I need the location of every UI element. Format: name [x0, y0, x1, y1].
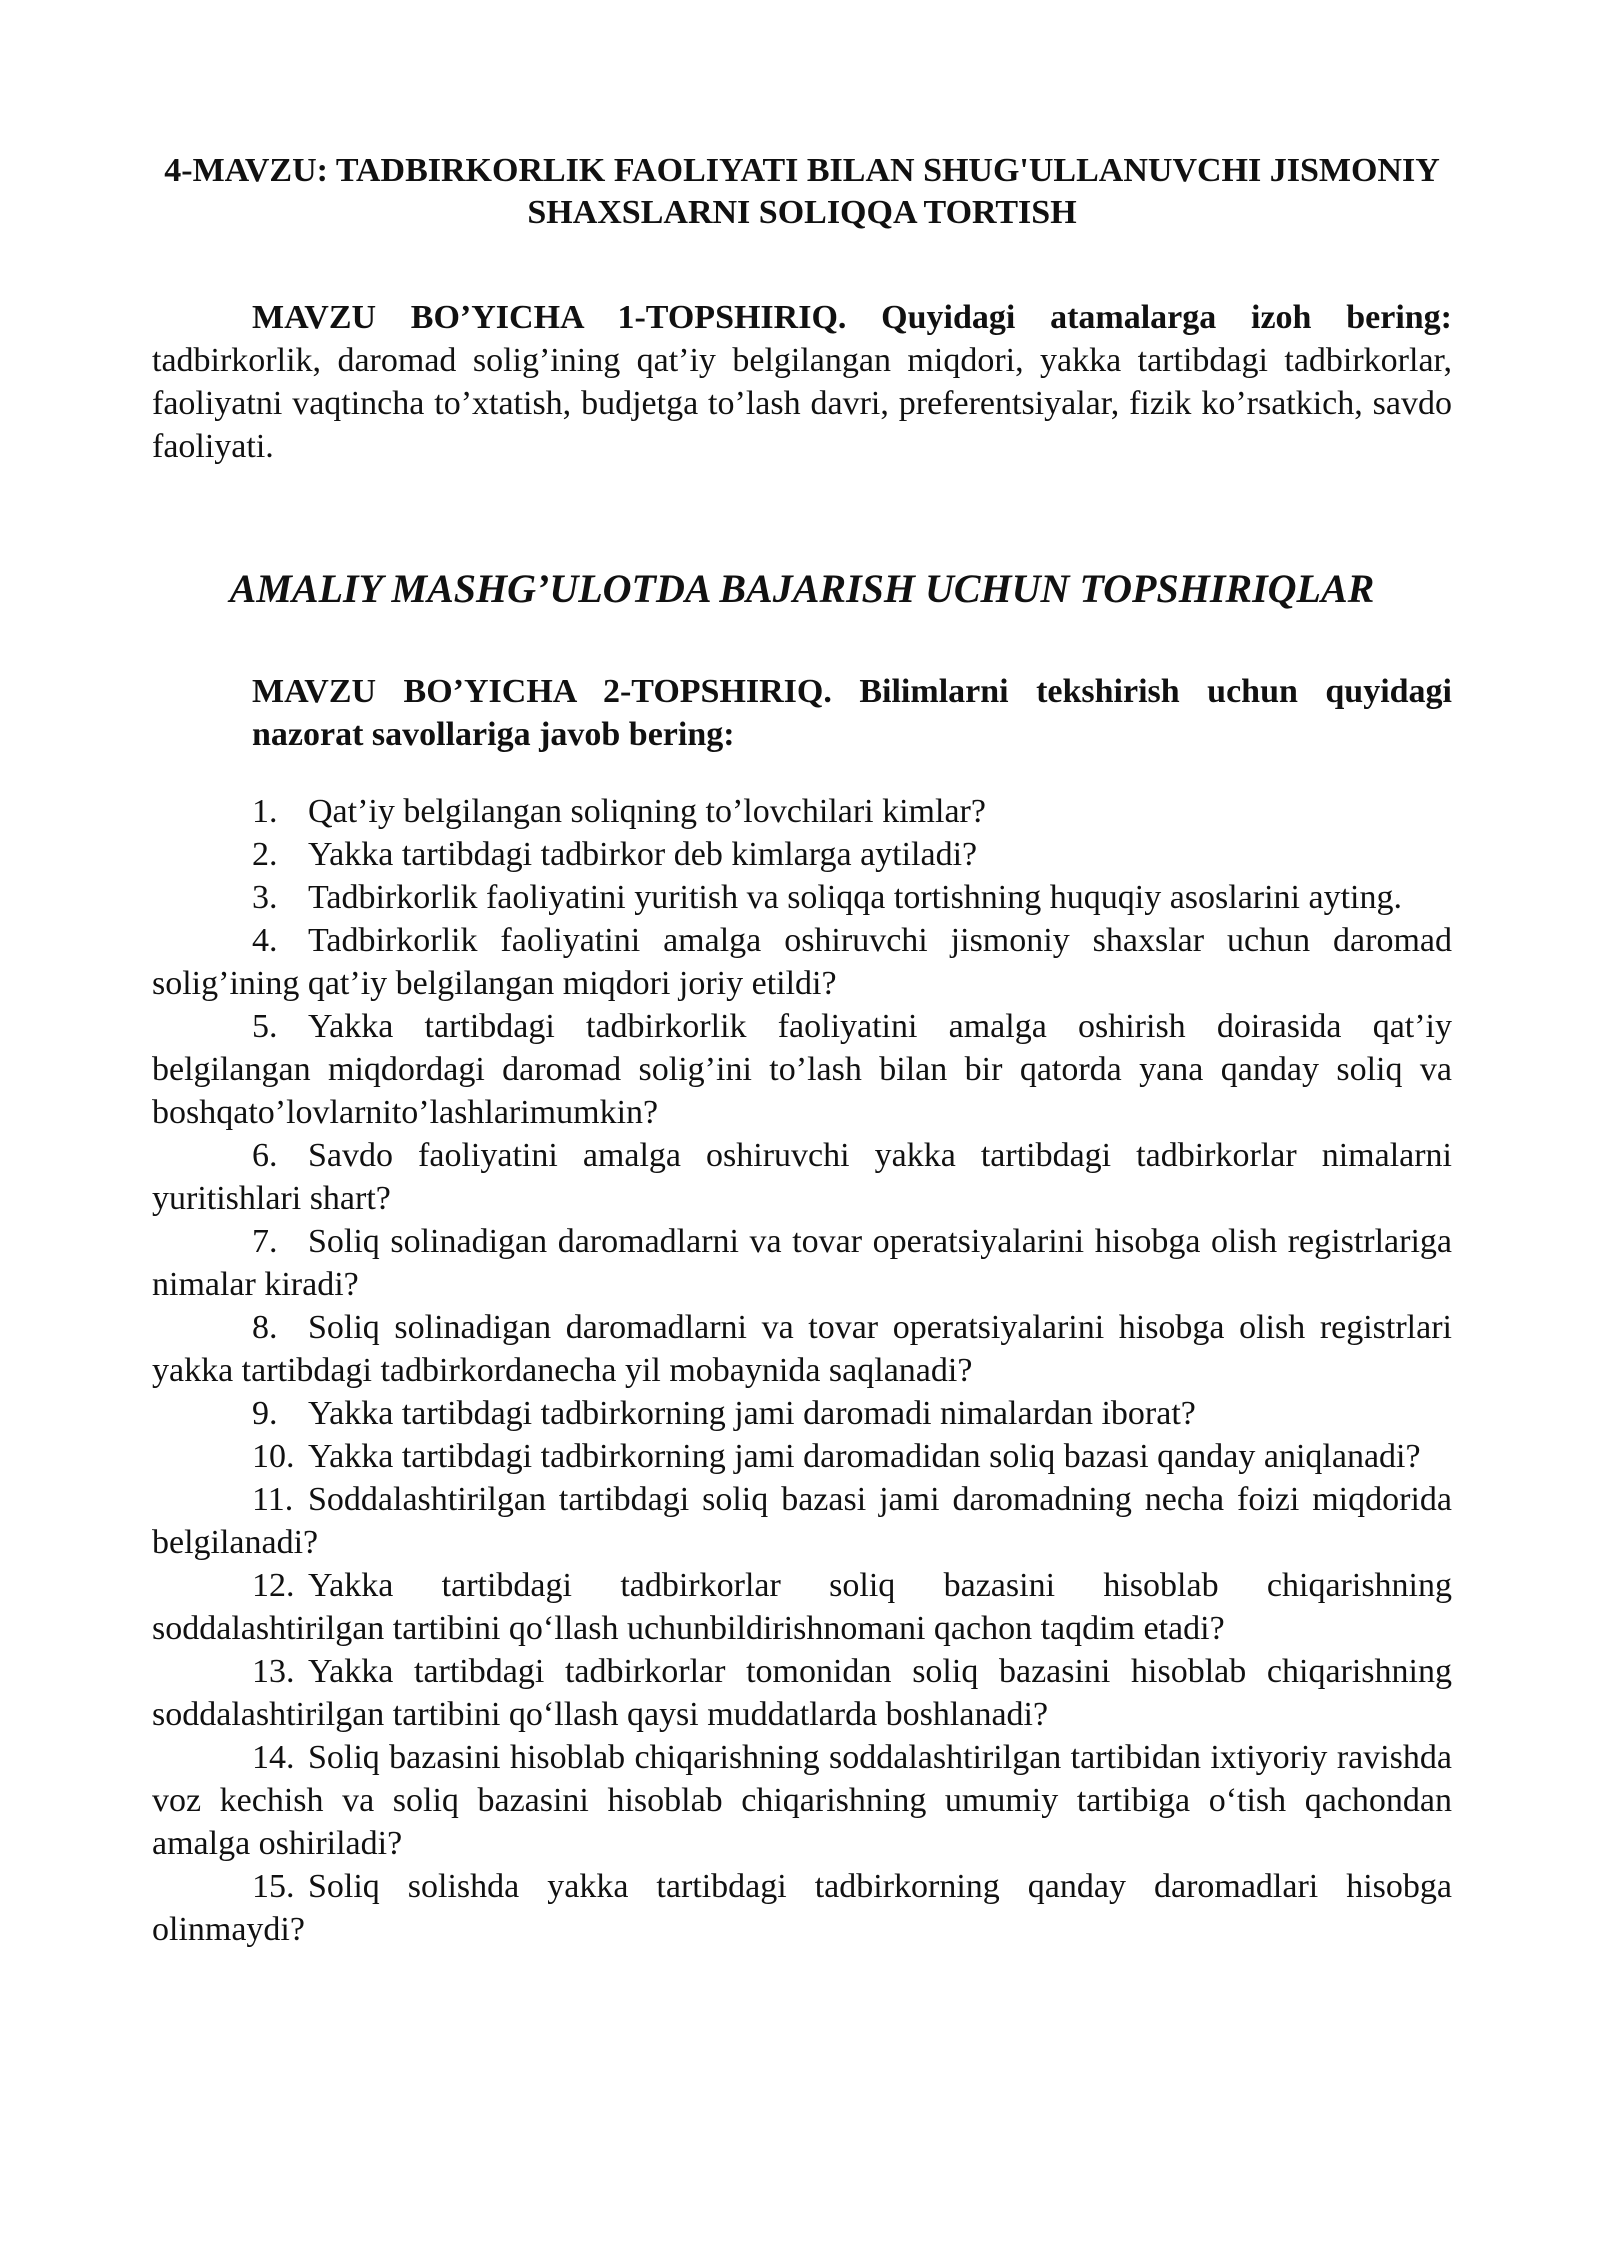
question-text: Yakka tartibdagi tadbirkorlar tomonidan soliq bazasini hisoblab chiqarishning soddalashtirilgan tartibini qo‘llash qaysi muddatlarda boshlanadi?	[152, 1653, 1452, 1733]
question-number: 3.	[252, 879, 278, 916]
question-number: 13.	[252, 1653, 295, 1690]
question-text: Yakka tartibdagi tadbirkor deb kimlarga aytiladi?	[308, 836, 978, 873]
question-number: 8.	[252, 1309, 278, 1346]
question-text: Yakka tartibdagi tadbirkorning jami daromadi nimalardan iborat?	[308, 1395, 1196, 1432]
question-item	[152, 876, 1452, 919]
question-item	[152, 1865, 1452, 1951]
question-number: 7.	[252, 1223, 278, 1260]
task1-paragraph	[152, 296, 1452, 468]
question-text: Tadbirkorlik faoliyatini amalga oshiruvchi jismoniy shaxslar uchun daromad solig’ining qat’iy belgilangan miqdori joriy etildi?	[152, 922, 1452, 1002]
page-title: 4-MAVZU: TADBIRKORLIK FAOLIYATI BILAN SHUG'ULLANUVCHI JISMONIY SHAXSLARNI SOLIQQA TORTISH	[164, 152, 1440, 231]
question-item	[152, 1564, 1452, 1650]
question-number: 6.	[252, 1137, 278, 1174]
question-item	[152, 790, 1452, 833]
question-text: Soliq solinadigan daromadlarni va tovar operatsiyalarini hisobga olish registrlari yakka tartibdagi tadbirkordanecha yil mobaynida saqlanadi?	[152, 1309, 1452, 1389]
section-title: AMALIY MASHG’ULOTDA BAJARISH UCHUN TOPSHIRIQLAR	[229, 566, 1375, 611]
question-item	[152, 1435, 1452, 1478]
task2-lead: MAVZU BO’YICHA 2-TOPSHIRIQ. Bilimlarni tekshirish uchun quyidagi nazorat savollariga javob bering:	[252, 673, 1452, 753]
questions-list	[152, 790, 1452, 1951]
task1-text: tadbirkorlik, daromad solig’ining qat’iy belgilangan miqdori, yakka tartibdagi tadbirkorlar, faoliyatni vaqtincha to’xtatish, budjetga to’lash davri, preferentsiyalar, fizik ko’rsatkich, savdo faoliyati.	[152, 342, 1452, 465]
question-text: Yakka tartibdagi tadbirkorlik faoliyatini amalga oshirish doirasida qat’iy belgilangan miqdordagi daromad solig’ini to’lash bilan bir qatorda yana qanday soliq va boshqato’lovlarnito’lashlarimumkin?	[152, 1008, 1452, 1131]
question-text: Soliq solinadigan daromadlarni va tovar operatsiyalarini hisobga olish registrlariga nimalar kiradi?	[152, 1223, 1452, 1303]
question-item	[152, 1005, 1452, 1134]
question-text: Soliq solishda yakka tartibdagi tadbirkorning qanday daromadlari hisobga olinmaydi?	[152, 1868, 1452, 1948]
question-number: 4.	[252, 922, 278, 959]
question-item	[152, 1650, 1452, 1736]
question-item	[152, 1134, 1452, 1220]
task1-lead: MAVZU BO’YICHA 1-TOPSHIRIQ. Quyidagi atamalarga izoh bering:	[252, 299, 1452, 336]
question-text: Tadbirkorlik faoliyatini yuritish va soliqqa tortishning huquqiy asoslarini ayting.	[308, 879, 1402, 916]
question-text: Qat’iy belgilangan soliqning to’lovchilari kimlar?	[308, 793, 986, 830]
question-text: Yakka tartibdagi tadbirkorlar soliq bazasini hisoblab chiqarishning soddalashtirilgan tartibini qo‘llash uchunbildirishnomani qachon taqdim etadi?	[152, 1567, 1452, 1647]
question-number: 11.	[252, 1481, 294, 1518]
question-text: Yakka tartibdagi tadbirkorning jami daromadidan soliq bazasi qanday aniqlanadi?	[308, 1438, 1421, 1475]
question-number: 12.	[252, 1567, 295, 1604]
question-item	[152, 1306, 1452, 1392]
question-number: 1.	[252, 793, 278, 830]
question-item	[152, 1736, 1452, 1865]
question-number: 2.	[252, 836, 278, 873]
question-number: 14.	[252, 1739, 295, 1776]
question-item	[152, 1220, 1452, 1306]
question-number: 5.	[252, 1008, 278, 1045]
question-item	[152, 1392, 1452, 1435]
question-number: 15.	[252, 1868, 295, 1905]
question-number: 10.	[252, 1438, 295, 1475]
question-item	[152, 833, 1452, 876]
question-text: Savdo faoliyatini amalga oshiruvchi yakka tartibdagi tadbirkorlar nimalarni yuritishlari shart?	[152, 1137, 1452, 1217]
document-page	[152, 150, 1452, 1967]
question-text: Soliq bazasini hisoblab chiqarishning soddalashtirilgan tartibidan ixtiyoriy ravishda voz kechish va soliq bazasini hisoblab chiqarishning umumiy tartibiga o‘tish qachondan amalga oshiriladi?	[152, 1739, 1452, 1862]
question-item	[152, 1478, 1452, 1564]
question-number: 9.	[252, 1395, 278, 1432]
question-text: Soddalashtirilgan tartibdagi soliq bazasi jami daromadning necha foizi miqdorida belgilanadi?	[152, 1481, 1452, 1561]
question-item	[152, 919, 1452, 1005]
